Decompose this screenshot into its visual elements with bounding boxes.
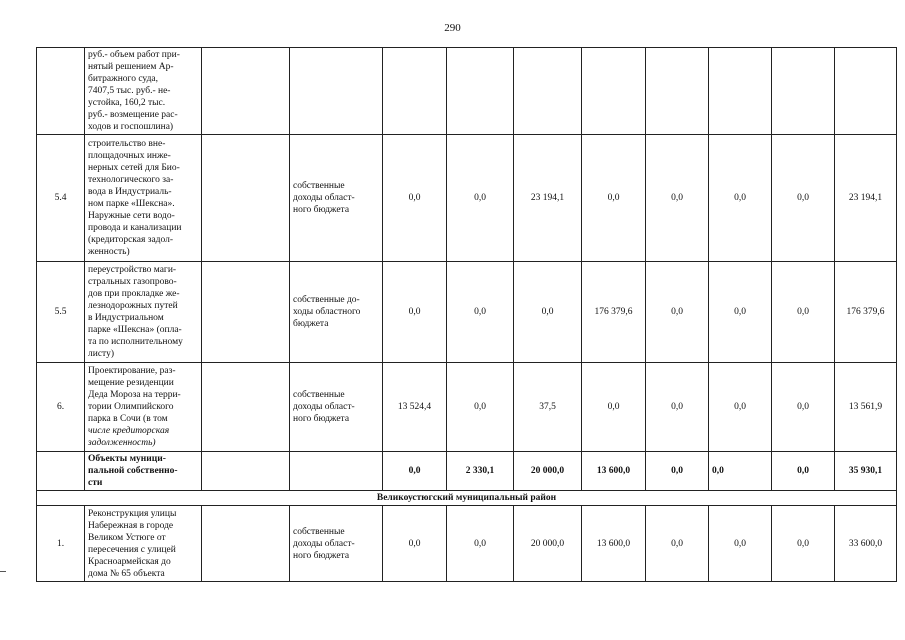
description-line: лезнодорожных путей [88, 301, 178, 311]
amount-value: 0,0 [383, 452, 447, 491]
amount-value: 0,0 [646, 363, 709, 452]
amount-value: 0,0 [709, 135, 772, 262]
amount-value: 0,0 [646, 262, 709, 363]
funding-source [290, 262, 383, 363]
amount-value: 0,0 [582, 135, 646, 262]
amount-value: 0,0 [772, 135, 835, 262]
description-line: (кредиторская задол- [88, 235, 174, 245]
funding-source [290, 48, 383, 135]
description-line: ходов и госпошлина) [88, 122, 174, 132]
object-description [85, 48, 202, 135]
amount-value [447, 48, 514, 135]
amount-value: 23 194,1 [514, 135, 582, 262]
description-line: тории Олимпийского [88, 402, 174, 412]
amount-value: 0,0 [772, 363, 835, 452]
empty-cell [202, 262, 290, 363]
description-line: парка в Сочи (в том [88, 414, 168, 424]
amount-value [709, 48, 772, 135]
total-value [835, 48, 897, 135]
total-value: 33 600,0 [835, 506, 897, 582]
amount-value: 0,0 [514, 262, 582, 363]
description-line: Объекты муници- [88, 454, 166, 464]
amount-value [646, 48, 709, 135]
total-value: 23 194,1 [835, 135, 897, 262]
amount-value: 0,0 [383, 506, 447, 582]
description-line: сти [88, 478, 103, 488]
amount-value: 0,0 [709, 506, 772, 582]
description-line: та по исполнительному [88, 337, 183, 347]
amount-value: 0,0 [447, 363, 514, 452]
funding-source [290, 506, 383, 582]
amount-value: 20 000,0 [514, 506, 582, 582]
description-line: числе кредиторская [88, 426, 170, 436]
description-line: переустройство маги- [88, 265, 177, 275]
description-line: вода в Индустриаль- [88, 187, 172, 197]
amount-value: 0,0 [447, 506, 514, 582]
total-value: 13 561,9 [835, 363, 897, 452]
row-number: 6. [37, 363, 85, 452]
object-description [85, 452, 202, 491]
description-line: дома № 65 объекта [88, 568, 165, 579]
funding-source [290, 363, 383, 452]
description-line: провода и канализации [88, 223, 182, 233]
empty-cell [202, 506, 290, 582]
amount-value: 0,0 [383, 135, 447, 262]
description-line: устойка, 160,2 тыс. [88, 98, 166, 108]
funding-source-line: доходы област- [293, 538, 355, 549]
empty-cell [202, 135, 290, 262]
amount-value: 0,0 [772, 506, 835, 582]
funding-source [290, 135, 383, 262]
section-row [37, 491, 897, 506]
description-line: руб.- объем работ при- [88, 50, 180, 60]
description-line: руб.- возмещение рас- [88, 110, 178, 120]
amount-value: 37,5 [514, 363, 582, 452]
table-row [37, 135, 897, 262]
empty-cell [202, 48, 290, 135]
funding-source-line: собственные до- [293, 295, 360, 305]
amount-value: 0,0 [646, 135, 709, 262]
amount-value [514, 48, 582, 135]
description-line: битражного суда, [88, 74, 159, 84]
description-line: нерных сетей для Био- [88, 163, 180, 173]
row-number: 5.4 [37, 135, 85, 262]
description-line: женность) [88, 247, 130, 257]
description-line: Реконструкция улицы [88, 508, 177, 519]
margin-mark [0, 571, 6, 572]
description-line: ном парке «Шексна». [88, 199, 175, 209]
amount-value: 0,0 [447, 135, 514, 262]
amount-value: 0,0 [383, 262, 447, 363]
description-line: листу) [88, 349, 114, 359]
description-line: пальной собственно- [88, 466, 178, 476]
funding-source [290, 452, 383, 491]
total-row [37, 452, 897, 491]
table-row [37, 506, 897, 582]
funding-source-line: собственные [293, 526, 345, 537]
amount-value: 0,0 [646, 452, 709, 491]
funding-source-line: ного бюджета [293, 205, 350, 215]
total-value: 35 930,1 [835, 452, 897, 491]
amount-value: 0,0 [709, 452, 772, 491]
table-row [37, 363, 897, 452]
row-number [37, 48, 85, 135]
description-line: 7407,5 тыс. руб.- не- [88, 86, 171, 96]
description-line: дов при прокладке же- [88, 289, 180, 299]
amount-value [582, 48, 646, 135]
description-line: Деда Мороза на терри- [88, 390, 181, 400]
description-line: Набережная в городе [88, 520, 174, 531]
program-table [36, 47, 897, 582]
funding-source-line: ного бюджета [293, 550, 350, 561]
amount-value: 0,0 [447, 262, 514, 363]
funding-source-line: собственные [293, 181, 345, 191]
description-line: Проектирование, раз- [88, 366, 176, 376]
object-description [85, 135, 202, 262]
description-line: Великом Устюге от [88, 532, 166, 543]
table-row [37, 262, 897, 363]
row-number: 5.5 [37, 262, 85, 363]
funding-source-line: доходы област- [293, 402, 355, 412]
description-line: технологического за- [88, 175, 174, 185]
amount-value [383, 48, 447, 135]
description-line: Красноармейская до [88, 556, 171, 567]
funding-source-line: доходы област- [293, 193, 355, 203]
funding-source-line: ного бюджета [293, 414, 350, 424]
object-description [85, 363, 202, 452]
description-line: нятый решением Ар- [88, 62, 174, 72]
description-line: Наружные сети водо- [88, 211, 175, 221]
description-line: пересечения с улицей [88, 544, 176, 555]
funding-source-line: бюджета [293, 319, 329, 329]
amount-value: 0,0 [709, 262, 772, 363]
description-line: мещение резиденции [88, 378, 174, 388]
page-number: 290 [444, 22, 461, 34]
amount-value: 0,0 [709, 363, 772, 452]
empty-cell [202, 452, 290, 491]
description-line: площадочных инже- [88, 151, 171, 161]
amount-value: 176 379,6 [582, 262, 646, 363]
amount-value: 13 600,0 [582, 506, 646, 582]
amount-value: 0,0 [772, 262, 835, 363]
object-description [85, 262, 202, 363]
empty-cell [202, 363, 290, 452]
description-line: в Индустриальном [88, 313, 164, 323]
funding-source-line: ходы областного [293, 307, 361, 317]
row-number: 1. [37, 506, 85, 582]
amount-value: 0,0 [772, 452, 835, 491]
row-number [37, 452, 85, 491]
table-row [37, 48, 897, 135]
funding-source-line: собственные [293, 390, 345, 400]
amount-value: 13 600,0 [582, 452, 646, 491]
description-line: задолженность) [88, 438, 156, 448]
total-value: 176 379,6 [835, 262, 897, 363]
amount-value [772, 48, 835, 135]
section-title: Великоустюгский муниципальный район [37, 491, 897, 506]
amount-value: 0,0 [646, 506, 709, 582]
description-line: строительство вне- [88, 139, 166, 149]
description-line: парке «Шексна» (опла- [88, 325, 182, 335]
amount-value: 20 000,0 [514, 452, 582, 491]
amount-value: 0,0 [582, 363, 646, 452]
amount-value: 13 524,4 [383, 363, 447, 452]
object-description [85, 506, 202, 582]
description-line: стральных газопрово- [88, 277, 177, 287]
amount-value: 2 330,1 [447, 452, 514, 491]
